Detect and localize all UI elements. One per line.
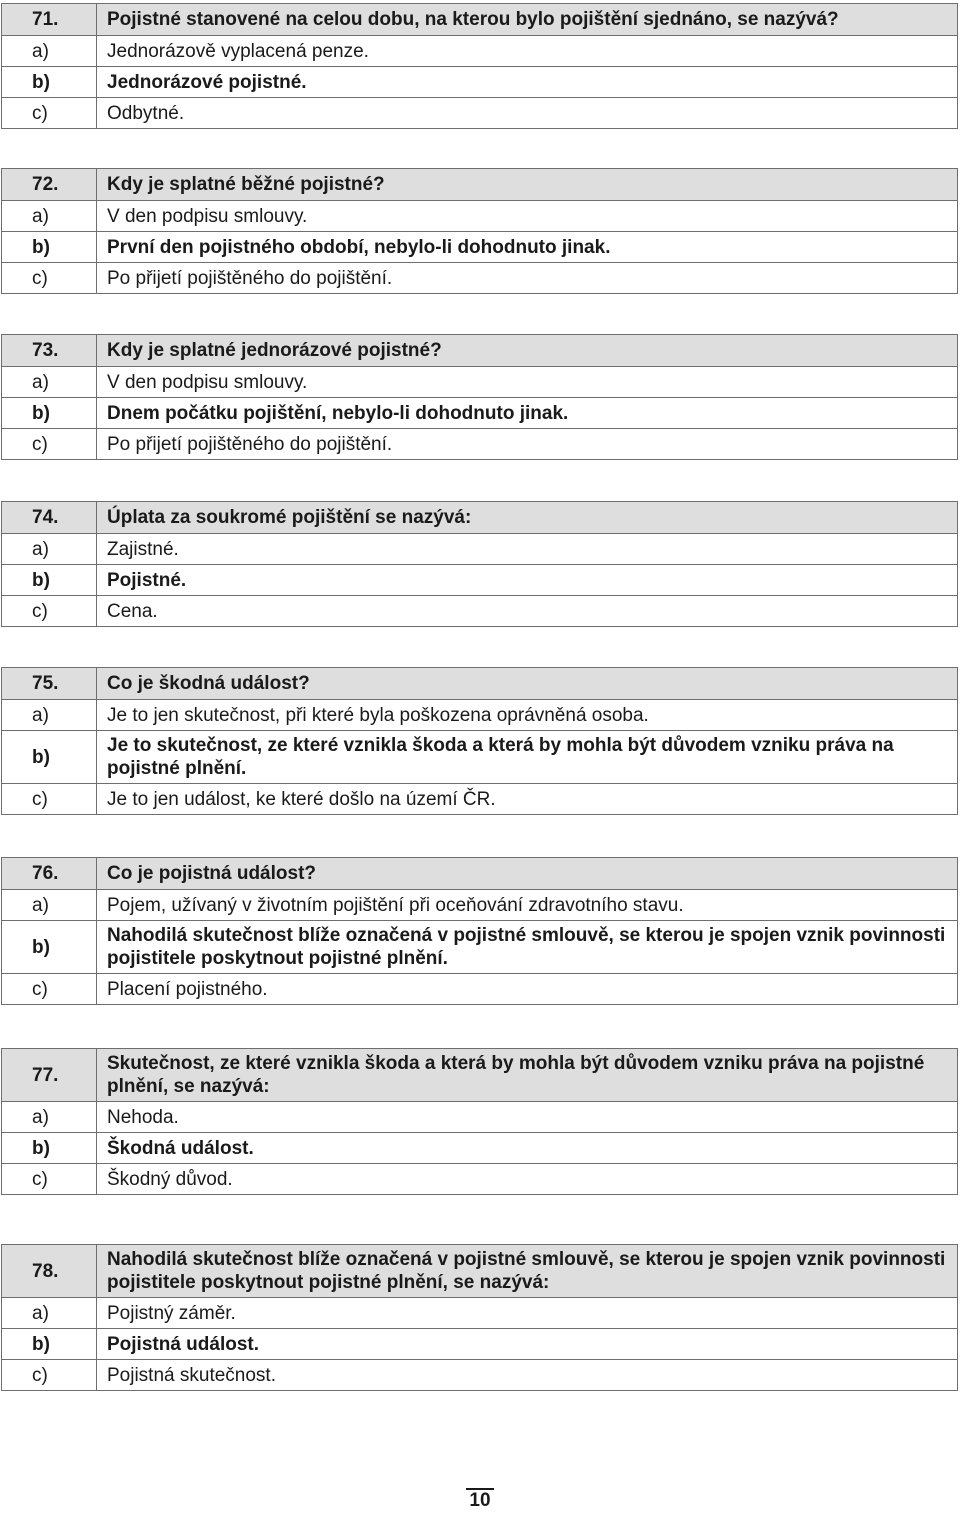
option-text: Po přijetí pojištěného do pojištění. <box>97 429 958 460</box>
question-text: Nahodilá skutečnost blíže označená v pojistné smlouvě, se kterou je spojen vznik povinnosti pojistitele poskytnout pojistné plnění, se nazývá: <box>97 1245 958 1298</box>
question-number: 76. <box>2 858 97 890</box>
option-text: Nehoda. <box>97 1102 958 1133</box>
option-letter: b) <box>2 67 97 98</box>
option-letter: c) <box>2 429 97 460</box>
question-block-78 <box>1 1244 958 1391</box>
question-text: Úplata za soukromé pojištění se nazývá: <box>97 502 958 534</box>
answer-option <box>2 367 958 398</box>
option-letter: b) <box>2 1329 97 1360</box>
option-letter: b) <box>2 731 97 784</box>
answer-option-correct <box>2 232 958 263</box>
option-text: Dnem počátku pojištění, nebylo-li dohodnuto jinak. <box>97 398 958 429</box>
option-text: Je to skutečnost, ze které vznikla škoda a která by mohla být důvodem vzniku práva na pojistné plnění. <box>97 731 958 784</box>
answer-option <box>2 98 958 129</box>
page-number: 10 <box>469 1490 491 1511</box>
answer-option-correct <box>2 1133 958 1164</box>
option-text: Pojistná událost. <box>97 1329 958 1360</box>
option-letter: b) <box>2 398 97 429</box>
option-text: V den podpisu smlouvy. <box>97 367 958 398</box>
option-text: Odbytné. <box>97 98 958 129</box>
question-text: Skutečnost, ze které vznikla škoda a která by mohla být důvodem vzniku práva na pojistné plnění, se nazývá: <box>97 1049 958 1102</box>
question-header <box>2 858 958 890</box>
option-letter: b) <box>2 565 97 596</box>
option-letter: b) <box>2 921 97 974</box>
answer-option <box>2 1360 958 1391</box>
answer-option-correct <box>2 565 958 596</box>
option-letter: c) <box>2 784 97 815</box>
question-number: 71. <box>2 4 97 36</box>
answer-option <box>2 1102 958 1133</box>
question-number: 73. <box>2 335 97 367</box>
option-text: Placení pojistného. <box>97 974 958 1005</box>
question-header <box>2 169 958 201</box>
question-header <box>2 1245 958 1298</box>
option-text: Pojistná skutečnost. <box>97 1360 958 1391</box>
answer-option <box>2 429 958 460</box>
option-text: Po přijetí pojištěného do pojištění. <box>97 263 958 294</box>
question-number: 75. <box>2 668 97 700</box>
option-letter: a) <box>2 1102 97 1133</box>
question-number: 77. <box>2 1049 97 1102</box>
question-block-71 <box>1 3 958 129</box>
option-text: Škodná událost. <box>97 1133 958 1164</box>
question-header <box>2 668 958 700</box>
question-block-75 <box>1 667 958 815</box>
option-text: Jednorázově vyplacená penze. <box>97 36 958 67</box>
question-block-76 <box>1 857 958 1005</box>
option-text: Nahodilá skutečnost blíže označená v pojistné smlouvě, se kterou je spojen vznik povinnosti pojistitele poskytnout pojistné plnění. <box>97 921 958 974</box>
option-letter: a) <box>2 1298 97 1329</box>
option-letter: b) <box>2 232 97 263</box>
answer-option <box>2 1164 958 1195</box>
answer-option <box>2 890 958 921</box>
question-number: 78. <box>2 1245 97 1298</box>
option-text: Pojistné. <box>97 565 958 596</box>
answer-option-correct <box>2 731 958 784</box>
option-text: Pojistný záměr. <box>97 1298 958 1329</box>
question-header <box>2 4 958 36</box>
answer-option-correct <box>2 67 958 98</box>
answer-option <box>2 700 958 731</box>
question-text: Co je škodná událost? <box>97 668 958 700</box>
option-text: Cena. <box>97 596 958 627</box>
question-text: Pojistné stanovené na celou dobu, na kterou bylo pojištění sjednáno, se nazývá? <box>97 4 958 36</box>
answer-option-correct <box>2 398 958 429</box>
option-letter: a) <box>2 36 97 67</box>
option-letter: a) <box>2 890 97 921</box>
answer-option <box>2 784 958 815</box>
answer-option-correct <box>2 1329 958 1360</box>
option-text: Pojem, užívaný v životním pojištění při oceňování zdravotního stavu. <box>97 890 958 921</box>
answer-option <box>2 263 958 294</box>
option-letter: a) <box>2 534 97 565</box>
option-letter: c) <box>2 974 97 1005</box>
option-text: Je to jen skutečnost, při které byla poškozena oprávněná osoba. <box>97 700 958 731</box>
answer-option <box>2 201 958 232</box>
answer-option <box>2 974 958 1005</box>
option-letter: c) <box>2 1360 97 1391</box>
option-letter: c) <box>2 596 97 627</box>
option-letter: a) <box>2 201 97 232</box>
option-letter: c) <box>2 263 97 294</box>
question-block-77 <box>1 1048 958 1195</box>
option-text: Škodný důvod. <box>97 1164 958 1195</box>
option-text: Jednorázové pojistné. <box>97 67 958 98</box>
answer-option-correct <box>2 921 958 974</box>
option-text: V den podpisu smlouvy. <box>97 201 958 232</box>
question-text: Kdy je splatné běžné pojistné? <box>97 169 958 201</box>
option-letter: b) <box>2 1133 97 1164</box>
question-text: Co je pojistná událost? <box>97 858 958 890</box>
question-header <box>2 502 958 534</box>
option-letter: a) <box>2 367 97 398</box>
option-letter: a) <box>2 700 97 731</box>
question-block-72 <box>1 168 958 294</box>
question-block-74 <box>1 501 958 627</box>
answer-option <box>2 534 958 565</box>
question-text: Kdy je splatné jednorázové pojistné? <box>97 335 958 367</box>
answer-option <box>2 596 958 627</box>
question-block-73 <box>1 334 958 460</box>
option-letter: c) <box>2 98 97 129</box>
option-letter: c) <box>2 1164 97 1195</box>
question-number: 74. <box>2 502 97 534</box>
question-number: 72. <box>2 169 97 201</box>
option-text: První den pojistného období, nebylo-li dohodnuto jinak. <box>97 232 958 263</box>
answer-option <box>2 1298 958 1329</box>
option-text: Je to jen událost, ke které došlo na území ČR. <box>97 784 958 815</box>
option-text: Zajistné. <box>97 534 958 565</box>
question-header <box>2 335 958 367</box>
answer-option <box>2 36 958 67</box>
question-header <box>2 1049 958 1102</box>
